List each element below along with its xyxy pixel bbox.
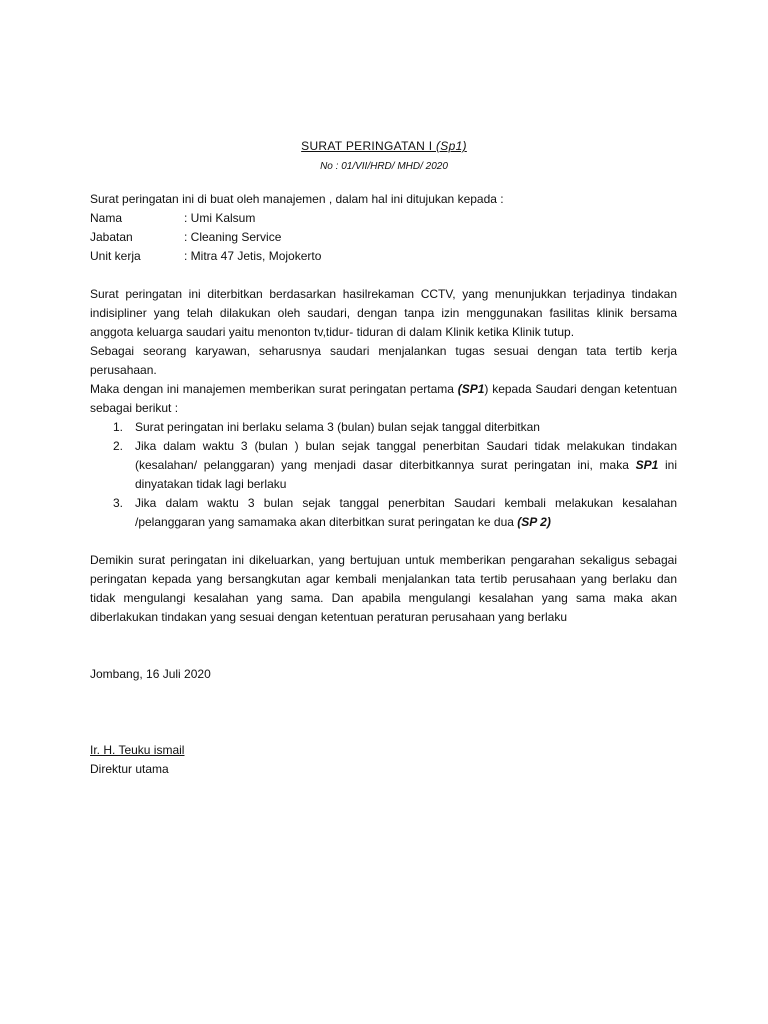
text-run: Jika dalam waktu 3 bulan sejak tanggal penerbitan Saudari kembali melakukan kesalahan /pelanggaran yang samamaka akan diterbitkan surat peringatan ke dua bbox=[135, 496, 677, 529]
spacer bbox=[90, 532, 677, 551]
paragraph-cctv: Surat peringatan ini diterbitkan berdasarkan hasilrekaman CCTV, yang menunjukkan terjadinya tindakan indisipliner yang telah dilakukan oleh saudari, dengan tanpa izin menggunakan fasilitas klinik bersama anggota keluarga saudari yaitu menonton tv,tidur- tiduran di dalam Klinik ketika Klinik tutup. bbox=[90, 287, 677, 339]
signatory-name: Ir. H. Teuku ismail bbox=[90, 743, 185, 757]
list-text bbox=[135, 437, 677, 494]
text-run: ) kepada Saudari dengan ketentuan sebagai berikut : bbox=[90, 382, 677, 415]
text-run: Jika dalam waktu 3 (bulan ) bulan sejak tanggal penerbitan Saudari tidak melakukan tindakan (kesalahan/ pelanggaran) yang menjadi dasar diterbitkannya surat peringatan ini, maka bbox=[135, 439, 677, 472]
letter-body bbox=[90, 190, 677, 779]
sp1-emphasis: (SP1 bbox=[457, 382, 485, 396]
spacer bbox=[90, 266, 677, 285]
spacer bbox=[90, 684, 677, 703]
text-run: Maka dengan ini manajemen memberikan surat peringatan pertama bbox=[90, 382, 458, 396]
detail-row-unit bbox=[90, 247, 677, 266]
list-text bbox=[135, 418, 677, 437]
detail-label: Unit kerja bbox=[90, 249, 141, 263]
list-number: 1. bbox=[112, 420, 123, 434]
letter-title-suffix: (Sp1) bbox=[436, 139, 467, 153]
detail-value: : Mitra 47 Jetis, Mojokerto bbox=[184, 249, 322, 263]
terms-list bbox=[90, 418, 677, 532]
place-date: Jombang, 16 Juli 2020 bbox=[90, 667, 211, 681]
detail-value: : Cleaning Service bbox=[184, 230, 282, 244]
detail-row-name bbox=[90, 209, 677, 228]
intro-text: Surat peringatan ini di buat oleh manajemen , dalam hal ini ditujukan kepada : bbox=[90, 192, 504, 206]
paragraph-duty: Sebagai seorang karyawan, seharusnya saudari menjalankan tugas sesuai dengan tata tertib kerja perusahaan. bbox=[90, 344, 677, 377]
spacer bbox=[90, 627, 677, 646]
list-number: 2. bbox=[112, 439, 123, 453]
employee-details bbox=[90, 209, 677, 266]
text-run: Surat peringatan ini berlaku selama 3 (bulan) bulan sejak tanggal diterbitkan bbox=[135, 420, 540, 434]
paragraph-sp1 bbox=[90, 380, 677, 418]
spacer bbox=[90, 703, 677, 722]
letter-number: No : 01/VII/HRD/ MHD/ 2020 bbox=[320, 161, 448, 172]
list-item bbox=[90, 494, 677, 532]
list-item bbox=[90, 437, 677, 494]
closing-paragraph: Demikin surat peringatan ini dikeluarkan, yang bertujuan untuk memberikan pengarahan sekaligus sebagai peringatan kepada yang bersangkutan agar kembali menjalankan tata tertib perusahaan yang berlaku dan tidak mengulangi kesalahan yang sama. Dan apabila mengulangi kesalahan yang sama maka akan diberlakukan tindakan yang sesuai dengan ketentuan peraturan perusahaan yang berlaku bbox=[90, 553, 677, 624]
title-block bbox=[0, 137, 768, 172]
detail-value: : Umi Kalsum bbox=[184, 211, 256, 225]
signatory-title: Direktur utama bbox=[90, 762, 169, 776]
sp1-emphasis: SP1 bbox=[635, 458, 659, 472]
spacer bbox=[90, 722, 677, 741]
detail-label: Jabatan bbox=[90, 230, 133, 244]
list-text bbox=[135, 494, 677, 532]
sp2-emphasis: (SP 2) bbox=[517, 515, 551, 529]
spacer bbox=[90, 646, 677, 665]
detail-row-position bbox=[90, 228, 677, 247]
letter-title-main: SURAT PERINGATAN I bbox=[301, 139, 436, 153]
list-item bbox=[90, 418, 677, 437]
list-number: 3. bbox=[112, 496, 123, 510]
letter-title bbox=[301, 139, 467, 153]
text-run: ini dinyatakan tidak lagi berlaku bbox=[135, 458, 678, 491]
detail-label: Nama bbox=[90, 211, 123, 225]
